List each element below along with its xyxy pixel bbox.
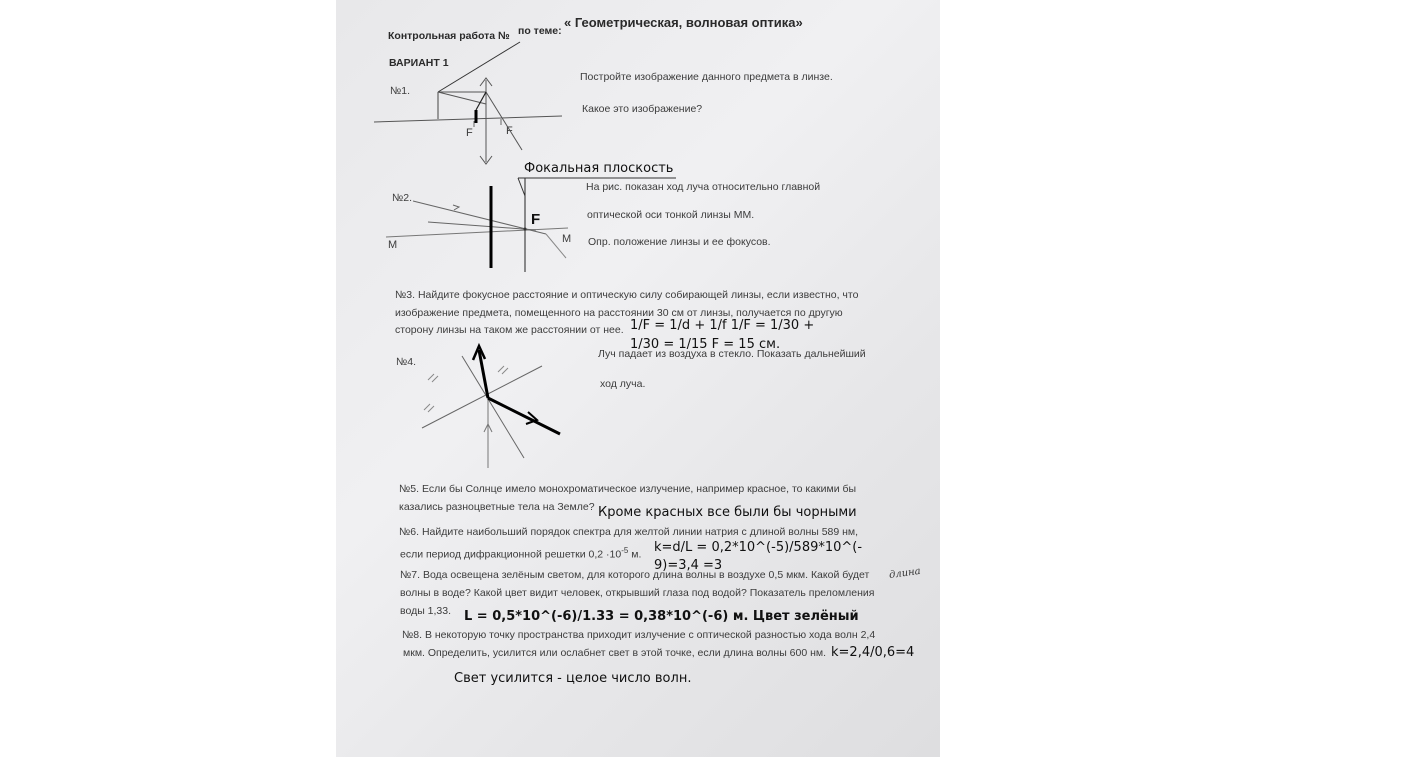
q1-text-2: Какое это изображение?	[582, 103, 703, 115]
q8-answer-2: Свет усилится - целое число волн.	[454, 671, 692, 686]
header-topic-label: по теме:	[518, 25, 562, 37]
q4-normal	[462, 356, 524, 458]
worksheet-photo	[336, 0, 940, 757]
q3-answer-1: 1/F = 1/d + 1/f 1/F = 1/30 +	[630, 318, 815, 333]
q6-answer-1: k=d/L = 0,2*10^(-5)/589*10^(-	[654, 540, 863, 555]
diagrams-layer	[336, 0, 940, 757]
q2-focus-mark: F	[531, 211, 541, 228]
q2-focal-plane-label: Фокальная плоскость	[524, 161, 674, 176]
header-title: Контрольная работа №	[388, 30, 510, 42]
q7-margin-note: длина	[888, 565, 922, 582]
q2-text-1: На рис. показан ход луча относительно главной	[586, 181, 821, 193]
q7-text-3: воды 1,33.	[400, 605, 452, 617]
q1-number: №1.	[390, 85, 411, 97]
q2-lens-diagram	[386, 178, 676, 272]
q6-unit: м.	[628, 548, 642, 561]
q2-label-leader	[518, 178, 525, 196]
q3-text-1: №3. Найдите фокусное расстояние и оптическую силу собирающей линзы, если известно, что	[395, 289, 859, 301]
q2-outgoing-ray	[546, 234, 566, 258]
q2-axis-label-right: M	[562, 233, 572, 245]
q1-ray-construction-b	[476, 92, 486, 110]
q2-text-2: оптической оси тонкой линзы ММ.	[587, 209, 755, 221]
q2-ray-arrow	[453, 205, 459, 210]
q2-construction-ray	[428, 222, 536, 230]
q2-focus-dot	[524, 228, 527, 231]
header-topic: « Геометрическая, волновая оптика»	[564, 15, 803, 30]
q6-exponent: -5	[621, 546, 629, 555]
q5-text-2: казались разноцветные тела на Земле?	[399, 501, 595, 513]
q8-text-2: мкм. Определить, усилится или ослабнет свет в этой точке, если длина волны 600 нм.	[403, 647, 827, 659]
q4-text-2: ход луча.	[600, 378, 646, 390]
q5-text-1: №5. Если бы Солнце имело монохроматическое излучение, например красное, то какими бы	[399, 483, 857, 495]
q1-text-1: Постройте изображение данного предмета в линзе.	[580, 71, 833, 83]
q2-axis-label-left: M	[388, 239, 398, 251]
q8-answer-1: k=2,4/0,6=4	[831, 645, 915, 660]
q7-text-1: №7. Вода освещена зелёным светом, для которого длина волны в воздухе 0,5 мкм. Какой будет	[400, 569, 870, 581]
q7-text-2: волны в воде? Какой цвет видит человек, открывший глаза под водой? Показатель преломления	[400, 587, 875, 599]
q1-lens-diagram	[374, 42, 562, 164]
q6-text-2-main: если период дифракционной решетки 0,2 ·10	[400, 548, 622, 561]
q7-answer: L = 0,5*10^(-6)/1.33 = 0,38*10^(-6) м. Цвет зелёный	[464, 609, 859, 624]
q1-ray-construction-a	[438, 42, 520, 92]
q3-text-2: изображение предмета, помещенного на расстоянии 30 см от линзы, получается по другую	[395, 307, 843, 319]
q4-text-1: Луч падает из воздуха в стекло. Показать дальнейший	[598, 348, 866, 360]
q4-number: №4.	[396, 356, 417, 368]
q1-focus-label-right: F	[506, 125, 513, 137]
q1-ray-center	[438, 92, 486, 104]
q6-text-1: №6. Найдите наибольший порядок спектра для желтой линии натрия с длиной волны 589 нм,	[399, 526, 859, 538]
q8-text-1: №8. В некоторую точку пространства приходит излучение с оптической разностью хода волн 2,4	[402, 629, 876, 641]
q5-answer: Кроме красных все были бы чорными	[598, 505, 857, 520]
q2-text-3: Опр. положение линзы и ее фокусов.	[588, 236, 771, 248]
q1-optical-axis	[374, 116, 562, 122]
q4-interface	[422, 366, 542, 428]
q3-text-3: сторону линзы на таком же расстоянии от нее.	[395, 324, 624, 336]
q1-ray-refracted	[486, 92, 522, 150]
variant-label: ВАРИАНТ 1	[389, 57, 449, 69]
q4-refraction-diagram	[422, 346, 560, 468]
q2-number: №2.	[392, 192, 413, 204]
q3-answer-2: 1/30 = 1/15 F = 15 см.	[630, 337, 781, 352]
q1-focus-label-left: F	[466, 127, 473, 139]
q6-answer-2: 9)=3,4 =3	[654, 558, 723, 573]
